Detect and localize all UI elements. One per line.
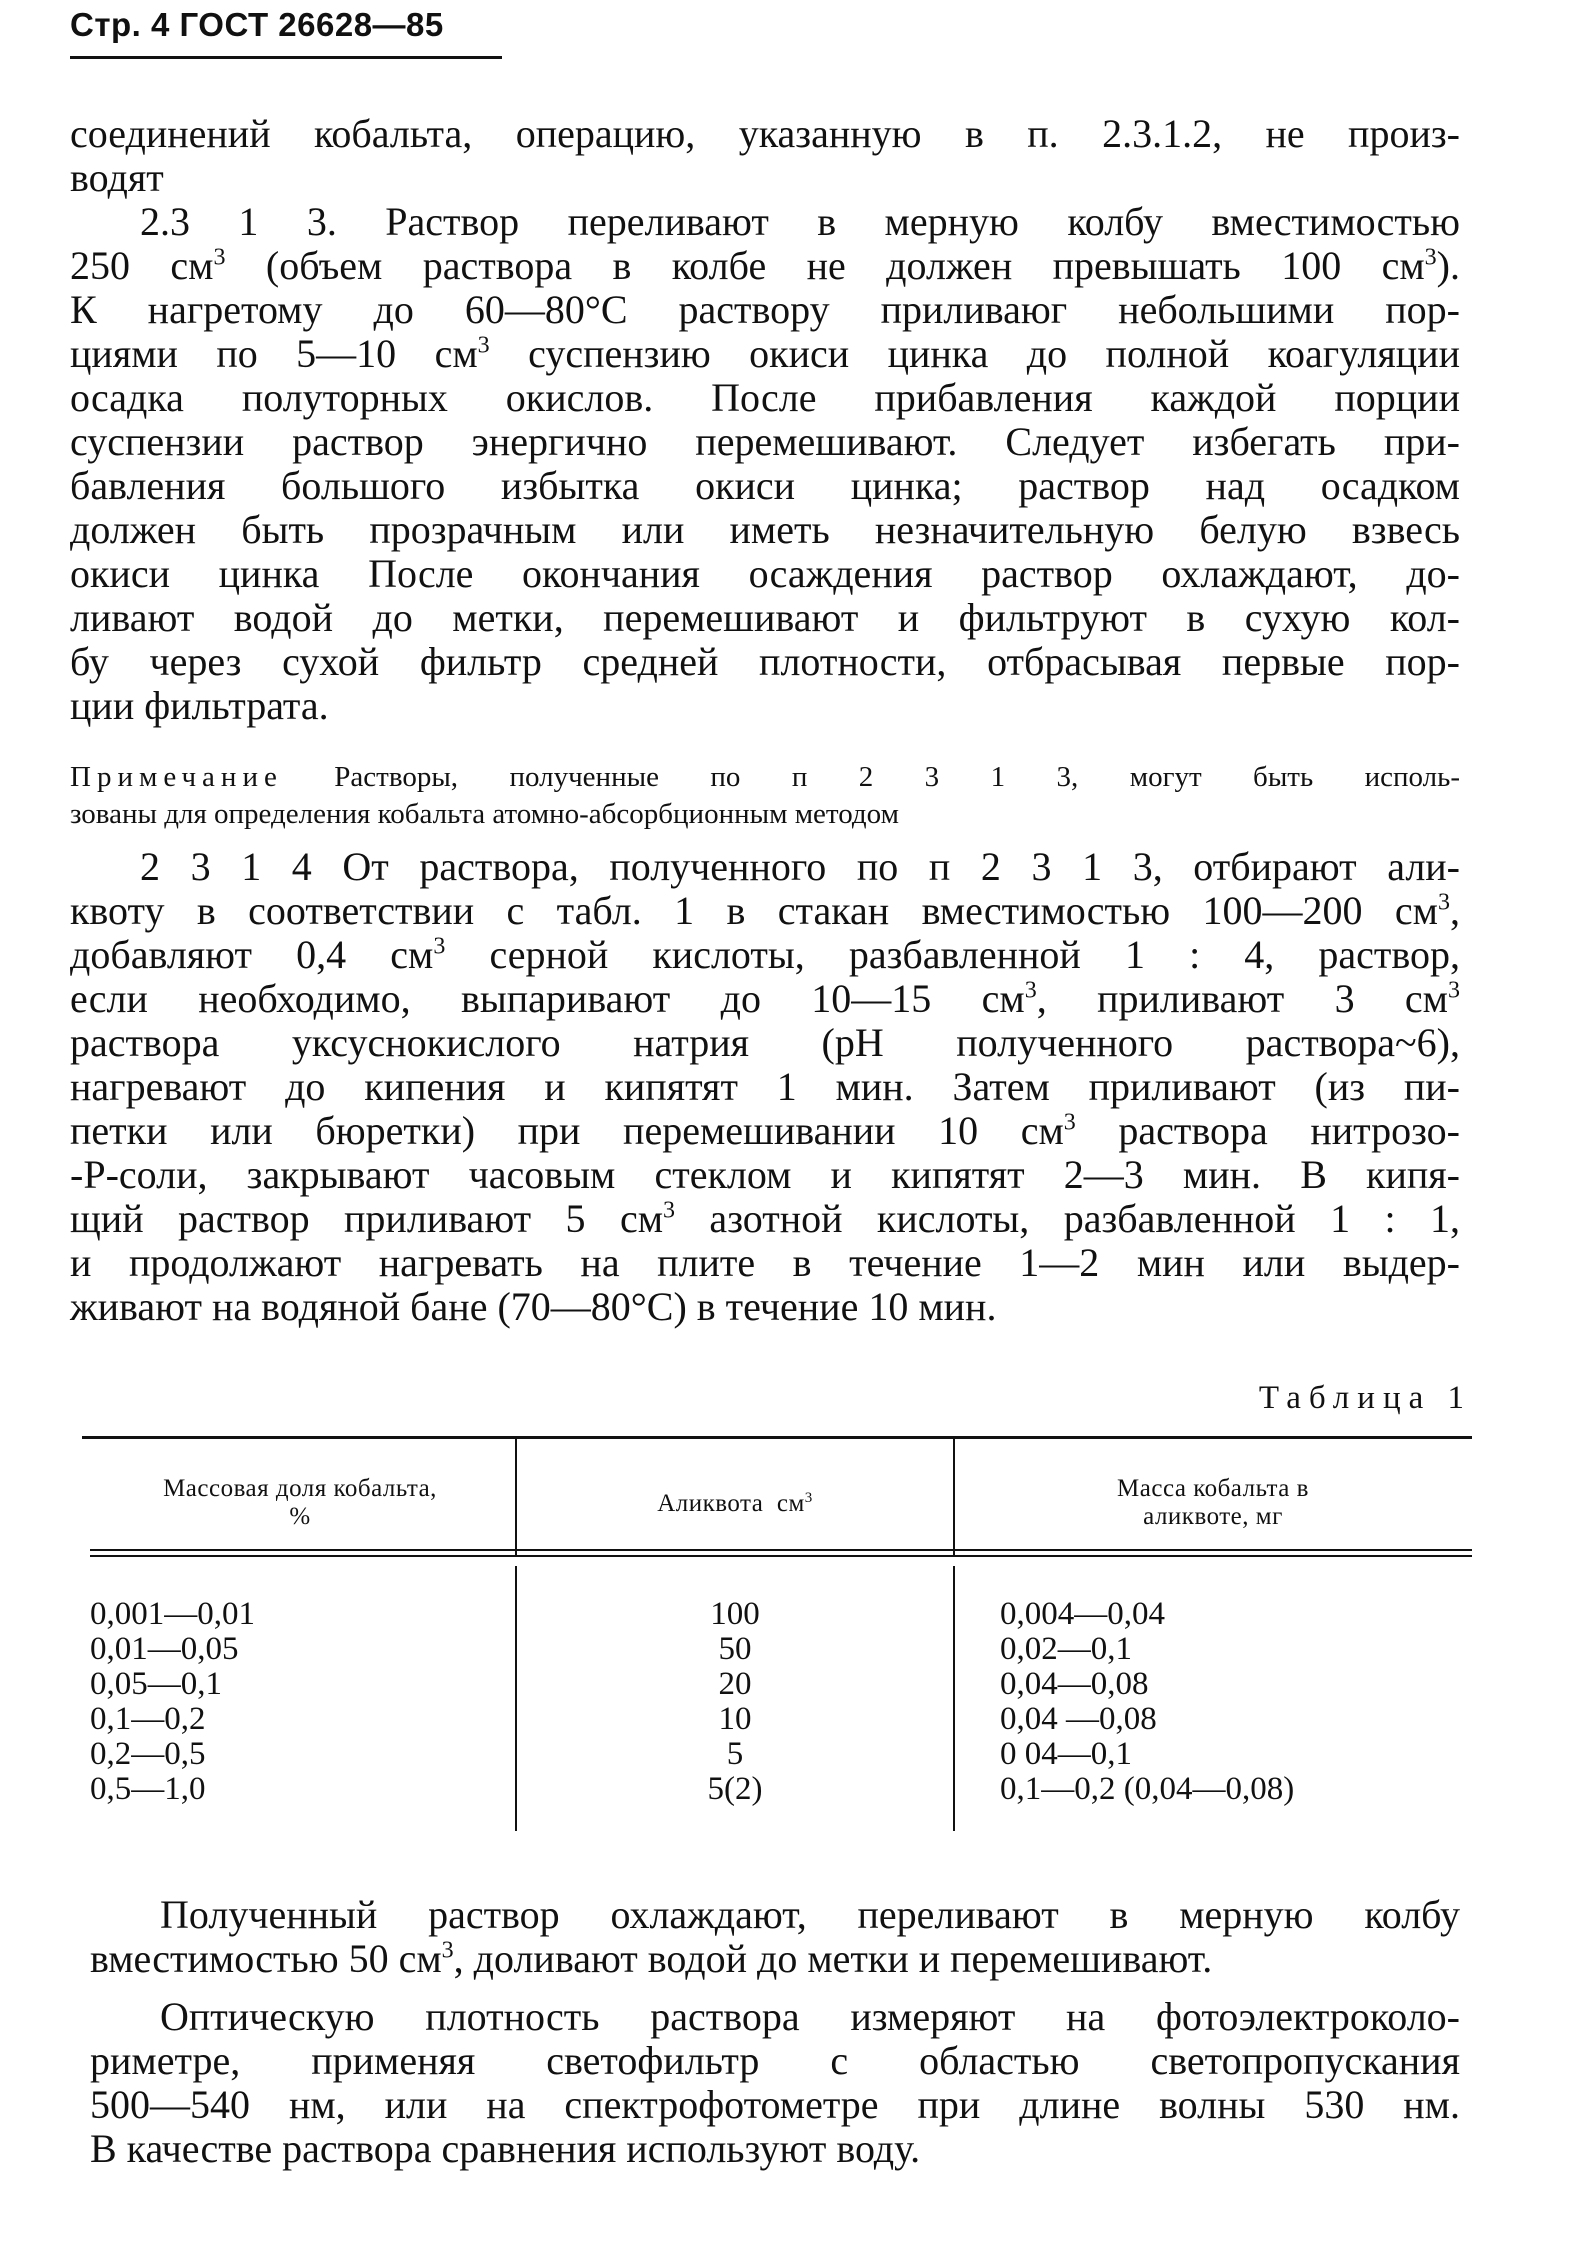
paragraph-line: нагревают до кипения и кипятят 1 мин. Затем приливают (из пи- <box>70 1064 1460 1109</box>
paragraph-line: ции фильтрата. <box>70 683 329 728</box>
paragraph-line: петки или бюретки) при перемешивании 10 $см^3$ раствора нитрозо- <box>70 1108 1460 1153</box>
paragraph-line: 2.3 1 3. Раствор переливают в мерную колбу вместимостью <box>140 199 1460 244</box>
header-rule <box>70 56 502 59</box>
paragraph-line: должен быть прозрачным или иметь незначительную белую взвесь <box>70 507 1460 552</box>
paragraph-line: ливают водой до метки, перемешивают и фильтруют в сухую кол- <box>70 595 1460 640</box>
table-header-col2: Аликвота $см^3$ <box>657 1490 813 1517</box>
table-divider <box>953 1566 955 1831</box>
paragraph-line: циями по 5—10 $см^3$ суспензию окиси цинка до полной коагуляции <box>70 331 1461 376</box>
paragraph-line: квоту в соответствии с табл. 1 в стакан вместимостью 100—200 $см^3$, <box>70 888 1460 933</box>
paragraph-line: 250 $см^3$ (объем раствора в колбе не должен превышать 100 $см^3$). <box>70 243 1460 288</box>
table-header-col3: Масса кобальта в аликвоте, мг <box>1117 1475 1309 1530</box>
paragraph-line: щий раствор приливают 5 $см^3$ азотной кислоты, разбавленной 1 : 1, <box>70 1196 1460 1241</box>
paragraph-line: осадка полуторных окислов. После прибавления каждой порции <box>70 375 1460 420</box>
paragraph-line: раствора уксуснокислого натрия (рН полученного раствора~6), <box>70 1020 1460 1065</box>
paragraph-line: риметре, применяя светофильтр с областью светопропускания <box>90 2038 1460 2083</box>
paragraph-line: добавляют 0,4 $см^3$ серной кислоты, разбавленной 1 : 4, раствор, <box>70 932 1461 977</box>
table-top-rule <box>82 1436 1472 1439</box>
standard-number: ГОСТ 26628—85 <box>179 6 444 43</box>
table-divider <box>953 1439 955 1557</box>
paragraph-line: соединений кобальта, операцию, указанную в п. 2.3.1.2, не произ- <box>70 111 1460 156</box>
table-divider <box>515 1566 517 1831</box>
paragraph-line: бу через сухой фильтр средней плотности, отбрасывая первые пор- <box>70 639 1460 684</box>
paragraph-line: 2 3 1 4 От раствора, полученного по п 2 3 1 3, отбирают али- <box>140 844 1460 889</box>
paragraph-line: В качестве раствора сравнения используют воду. <box>90 2126 921 2171</box>
paragraph-line: окиси цинка После окончания осаждения раствор охлаждают, до- <box>70 551 1460 596</box>
paragraph-line: если необходимо, выпаривают до 10—15 $см^3$, приливают 3 $см^3$ <box>70 976 1460 1021</box>
table-header-col1: Массовая доля кобальта, % <box>163 1475 437 1530</box>
table-header-rule <box>90 1555 1472 1557</box>
paragraph-line: бавления большого избытка окиси цинка; раствор над осадком <box>70 463 1460 508</box>
paragraph-line: суспензии раствор энергично перемешивают. Следует избегать при- <box>70 419 1460 464</box>
page-number: Стр. 4 <box>70 6 170 43</box>
note-label: Примечание <box>70 761 283 793</box>
table-header-rule <box>90 1549 1472 1551</box>
paragraph-line: Полученный раствор охлаждают, переливают в мерную колбу <box>160 1892 1460 1937</box>
paragraph-line: живают на водяной бане (70—80°С) в течение 10 мин. <box>70 1284 997 1329</box>
page-header <box>70 6 444 44</box>
paragraph-line: К нагретому до 60—80°С раствору приливаюг небольшими пор- <box>70 287 1460 332</box>
paragraph-line: -Р-соли, закрывают часовым стеклом и кипятят 2—3 мин. В кипя- <box>70 1152 1460 1197</box>
paragraph-line: Оптическую плотность раствора измеряют на фотоэлектроколо- <box>160 1994 1460 2039</box>
paragraph-line: водят <box>70 155 164 200</box>
note-line: Примечание Растворы, полученные по п 2 3 1 3, могут быть исполь- <box>70 761 1461 793</box>
note-line: зованы для определения кобальта атомно-абсорбционным методом <box>70 798 899 830</box>
table-divider <box>515 1439 517 1557</box>
paragraph-line: 500—540 нм, или на спектрофотометре при длине волны 530 нм. <box>90 2082 1460 2127</box>
paragraph-line: вместимостью 50 $см^3$, доливают водой до метки и перемешивают. <box>90 1936 1213 1981</box>
table-label: Таблица 1 <box>1258 1380 1472 1416</box>
paragraph-line: и продолжают нагревать на плите в течение 1—2 мин или выдер- <box>70 1240 1460 1285</box>
